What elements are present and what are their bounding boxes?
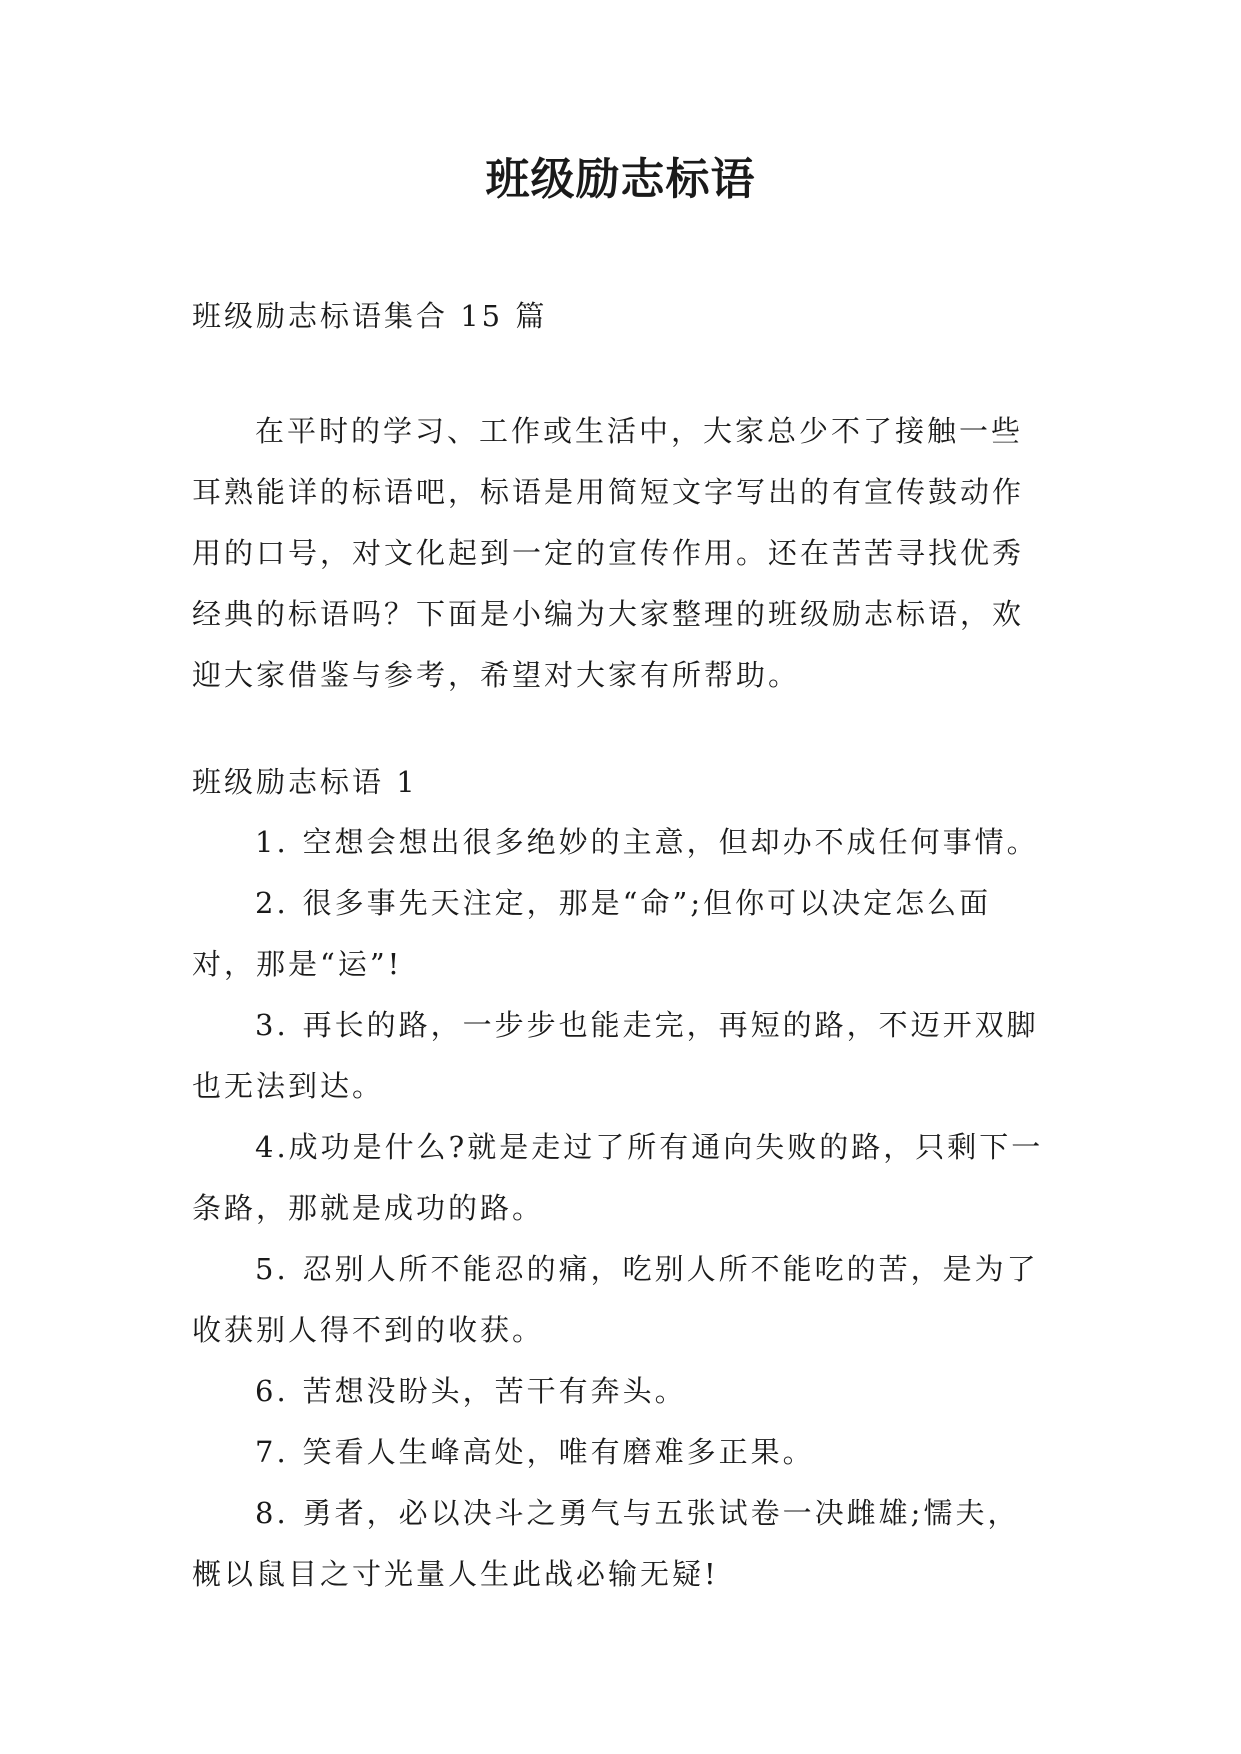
item-number: 6. <box>255 1374 289 1408</box>
document-title: 班级励志标语 <box>485 154 756 205</box>
item-number: 4. <box>255 1130 289 1164</box>
item-text: 忍别人所不能忍的痛，吃别人所不能吃的苦，是为了收获别人得不到的收获。 <box>192 1252 1039 1347</box>
item-text: 很多事先天注定，那是“命”;但你可以决定怎么面对，那是“运”! <box>192 886 992 981</box>
list-item <box>192 812 1050 873</box>
item-number: 2. <box>255 886 289 920</box>
item-number: 8. <box>255 1496 289 1530</box>
item-text: 再长的路，一步步也能走完，再短的路，不迈开双脚也无法到达。 <box>192 1008 1039 1103</box>
list-item <box>192 1361 1050 1422</box>
item-text: 成功是什么?就是走过了所有通向失败的路，只剩下一条路，那就是成功的路。 <box>192 1130 1044 1225</box>
intro-paragraph: 在平时的学习、工作或生活中，大家总少不了接触一些耳熟能详的标语吧，标语是用简短文字写出的有宣传鼓动作用的口号，对文化起到一定的宣传作用。还在苦苦寻找优秀经典的标语吗？下面是小编为大家整理的班级励志标语，欢迎大家借鉴与参考，希望对大家有所帮助。 <box>192 414 1025 692</box>
list-item <box>192 1239 1050 1361</box>
item-text: 勇者，必以决斗之勇气与五张试卷一决雌雄;懦夫，概以鼠目之寸光量人生此战必输无疑! <box>192 1496 1020 1591</box>
slogan-list <box>192 812 1050 1605</box>
item-number: 3. <box>255 1008 289 1042</box>
item-text: 空想会想出很多绝妙的主意，但却办不成任何事情。 <box>302 825 1039 859</box>
item-number: 1. <box>255 825 289 859</box>
item-text: 苦想没盼头，苦干有奔头。 <box>302 1374 687 1408</box>
list-item <box>192 1483 1050 1605</box>
list-item <box>192 873 1050 995</box>
section-heading: 班级励志标语 1 <box>192 765 418 799</box>
list-item <box>192 1117 1050 1239</box>
list-item <box>192 1422 1050 1483</box>
item-number: 7. <box>255 1435 289 1469</box>
list-item <box>192 995 1050 1117</box>
item-number: 5. <box>255 1252 289 1286</box>
item-text: 笑看人生峰高处，唯有磨难多正果。 <box>302 1435 815 1469</box>
document-subtitle: 班级励志标语集合 15 篇 <box>192 299 548 333</box>
